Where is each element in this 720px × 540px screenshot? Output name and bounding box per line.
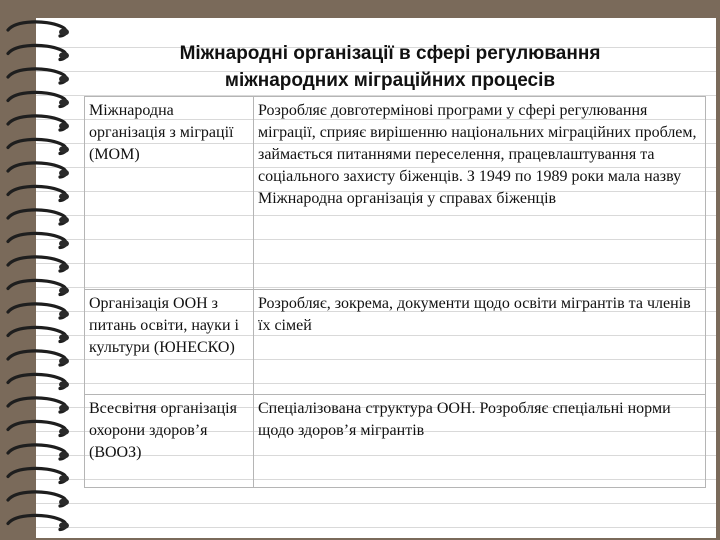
- binding-hole-icon: [59, 358, 69, 365]
- spiral-ring-icon: [8, 468, 66, 482]
- spiral-ring-icon: [8, 374, 66, 388]
- spiral-ring-icon: [8, 22, 66, 36]
- binding-hole-icon: [59, 522, 69, 529]
- spiral-ring-icon: [8, 116, 66, 130]
- spiral-ring-icon: [8, 515, 66, 529]
- binding-hole-icon: [59, 334, 69, 341]
- binding-hole-icon: [59, 99, 69, 106]
- binding-hole-icon: [59, 428, 69, 435]
- spiral-ring-icon: [8, 186, 66, 200]
- spiral-ring-icon: [8, 233, 66, 247]
- spiral-ring-icon: [8, 280, 66, 294]
- binding-hole-icon: [59, 405, 69, 412]
- spiral-ring-icon: [8, 163, 66, 177]
- spiral-ring-icon: [8, 421, 66, 435]
- spiral-ring-icon: [8, 398, 66, 412]
- binding-hole-icon: [59, 475, 69, 482]
- org-name-cell: Міжнародна організація з міграції (МОМ): [85, 97, 254, 290]
- table-row: [85, 97, 706, 290]
- spiral-ring-icon: [8, 257, 66, 271]
- binding-hole-icon: [59, 170, 69, 177]
- binding-hole-icon: [59, 146, 69, 153]
- binding-hole-icon: [59, 311, 69, 318]
- spiral-ring-icon: [8, 445, 66, 459]
- spiral-ring-icon: [8, 492, 66, 506]
- org-description-cell: Спеціалізована структура ООН. Розробляє спеціальні норми щодо здоров’я мігрантів: [254, 395, 706, 488]
- binding-hole-icon: [59, 52, 69, 59]
- binding-hole-icon: [59, 240, 69, 247]
- spiral-ring-icon: [8, 327, 66, 341]
- slide-title: [80, 40, 700, 94]
- binding-hole-icon: [59, 499, 69, 506]
- spiral-ring-icon: [8, 69, 66, 83]
- spiral-ring-icon: [8, 351, 66, 365]
- org-name-cell: Організація ООН з питань освіти, науки і культури (ЮНЕСКО): [85, 290, 254, 395]
- binding-hole-icon: [59, 193, 69, 200]
- binding-hole-icon: [59, 123, 69, 130]
- org-name-cell: Всесвітня організація охорони здоров’я (ВООЗ): [85, 395, 254, 488]
- spiral-ring-icon: [8, 139, 66, 153]
- binding-hole-icon: [59, 381, 69, 388]
- title-line-1: Міжнародні організації в сфері регулювання: [179, 43, 601, 64]
- binding-hole-icon: [59, 287, 69, 294]
- binding-hole-icon: [59, 452, 69, 459]
- title-line-2: міжнародних міграційних процесів: [224, 70, 556, 91]
- binding-hole-icon: [59, 217, 69, 224]
- binding-hole-icon: [59, 29, 69, 36]
- organizations-table: [84, 96, 706, 488]
- spiral-ring-icon: [8, 304, 66, 318]
- spiral-ring-icon: [8, 45, 66, 59]
- binding-hole-icon: [59, 264, 69, 271]
- spiral-binding-icon: [2, 14, 80, 534]
- binding-hole-icon: [59, 76, 69, 83]
- table-row: [85, 290, 706, 395]
- org-description-cell: Розробляє довготермінові програми у сфері регулювання міграції, сприяє вирішенню національних міграційних проблем, займається питаннями переселення, працевлаштування та соціального захисту біженців. З 1949 по 1989 роки мала назву Міжнародна організація у справах біженців: [254, 97, 706, 290]
- spiral-ring-icon: [8, 210, 66, 224]
- spiral-ring-icon: [8, 92, 66, 106]
- org-description-cell: Розробляє, зокрема, документи щодо освіти мігрантів та членів їх сімей: [254, 290, 706, 395]
- table-row: [85, 395, 706, 488]
